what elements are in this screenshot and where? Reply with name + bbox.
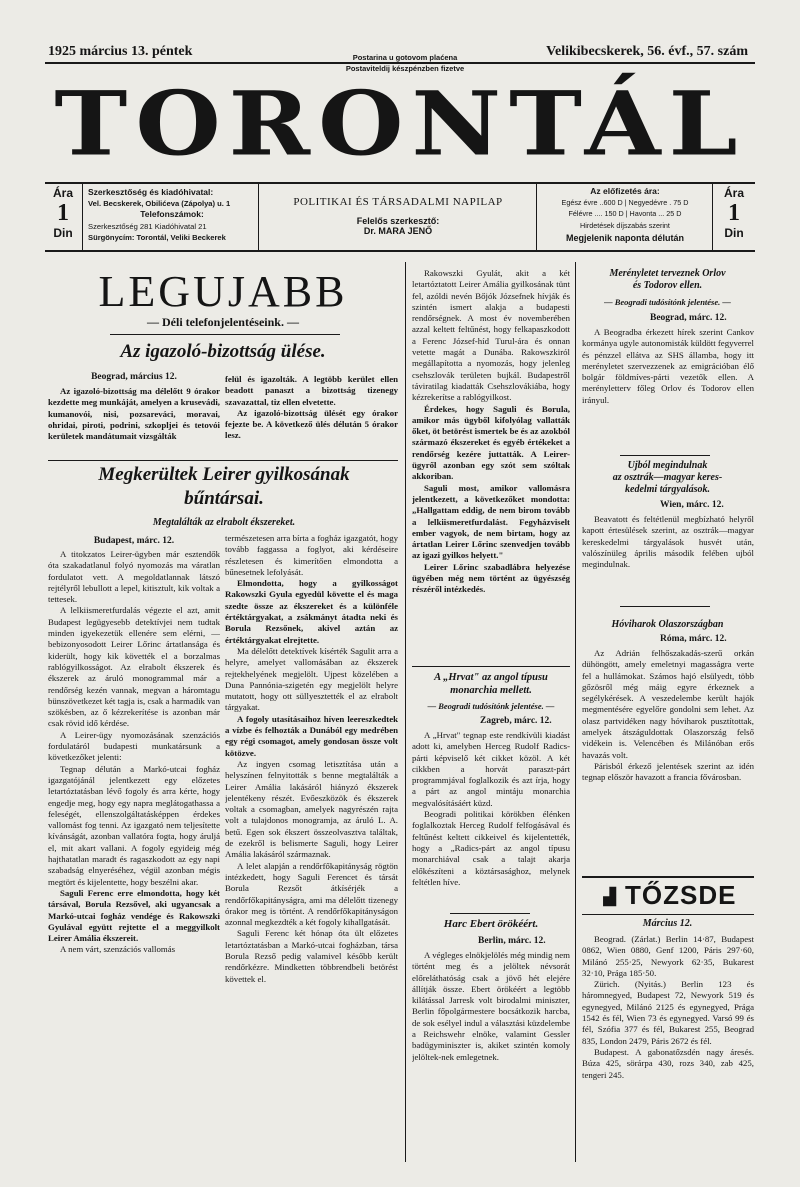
info-bar-bottom-rule bbox=[45, 250, 755, 252]
dateline-orlov: Beograd, márc. 12. bbox=[650, 313, 727, 323]
top-rule bbox=[45, 62, 755, 64]
dateline-tozsde: Március 12. bbox=[642, 918, 693, 929]
article-title-ebert: Harc Ebert örökéért. bbox=[443, 918, 539, 930]
postal-notice: Postarina u gotovom plaćena Postaviteldij készpénzben fizetve bbox=[345, 53, 465, 73]
dateline-hrvat: Zagreb, márc. 12. bbox=[480, 716, 552, 726]
dateline-osztrak: Wien, márc. 12. bbox=[660, 500, 724, 510]
dateline-ebert: Berlin, márc. 12. bbox=[478, 936, 546, 946]
info-bar-top-rule bbox=[45, 182, 755, 184]
article-hrvat-body: A „Hrvat" tegnap este rendkívüli kiadást adott ki, amelyben Herceg Rudolf Radics-párti képviselő két cikket közöl. A két cikkben a horvát paraszt-párt programmjával foglalkozik és azt írja, hogy a párt az angol mintáju monarchia megvalósításáért küzd. Beogradi politikai körökben élénken foglalkoztak Herceg Rudolf felfogásával és feltűnést keltett cikkeivel és kijelentették, hogy a „Radics-párt az angol típusu monarchiával csak a talajt akarja előkészíteni a köztársasághoz, melynek feltétlen híve. bbox=[412, 730, 570, 887]
divider bbox=[258, 184, 259, 250]
article-hoviharok-body: Az Adrián felhőszakadás-szerű orkán dühöngött, amely emeletnyi magasságra verte fel a hullámokat. Számos hajó elsülyedt, több gőzösről még máig egyre érkeznek a segélykérések. A veszedelembe került hajók megmentésére egyelőre gondolni sem lehet. Az olasz partvidéken nagy hóviharok pusztítottak, amelyek átszáguldottak Olaszország felső vidékein is. Velencében és Milánóban erős havazás volt. Párisból érkező jelentések szerint az idén tegnap először havazott a francia fővárosban. bbox=[582, 648, 754, 783]
subtitle-orlov: — Beogradi tudósítónk jelentése. — bbox=[604, 297, 731, 307]
separator bbox=[620, 455, 710, 456]
article-ebert-body: A végleges elnökjelölés még mindig nem történt meg és a jelöltek névsorát előreláthatóság csak a jövő hét elejére állítják össze. Ebert örökéért a legtöbb kilátással Jarresk volt birodalmi miniszter, Berlin főpolgármestere bocsátkozik harcba, de sok esélyel indul a választási küzdelembe a Reichswehr elnöke, valamint Gessler badügyminiszter is, akiket szintén komoly jelöltek-nek emlegetnek. bbox=[412, 950, 570, 1062]
article-title-hoviharok: Hóviharok Olaszországban bbox=[611, 619, 724, 630]
article-title-igazolo: Az igazoló-bizottság ülése. bbox=[120, 341, 326, 362]
divider bbox=[536, 184, 537, 250]
article-title-leirer-2: bűntársai. bbox=[184, 488, 264, 509]
chart-icon: ▟ bbox=[603, 889, 617, 907]
article-leirer-col1: A titokzatos Leirer-ügyben már esztendők óta szakadatlanul folyó nyomozás ma váratlan fordulatot vett. A megoldatlannak látszó rejtélyről lebullott a lepel, kitisztult, kik voltak a tettesek. A lelkiismeretfurdalás végezte el azt, amit Budapest legügyesebb detektívjei nem tudtak minden igyekezetük ellenére sem elérni, — bebizonyosodott Leirer Lőrinc ártatlansága és kiderült, hogy kik követték el a borzalmas rablógyilkosságot. Az elrabolt ékszerek és ékszerek az áruló monogrammal már a rendőrség kezén vannak, megvan a háromtagu bünszövetkezet két tagja is, csak a harmadik van szökésben, az ő kézrekerítése is azonban már csak rövid idő kérdése. A Leirer-ügy nyomozásának szenzációs fordulatáról budapesti munkatársunk a következőket jelenti: Tegnap délután a Markó-utcai fogház igazgatójánál jelentkezett egy előzetes letartóztatásban lévő fogoly és arra kérte, hogy engedje meg, hogy egy napra meglátogathassa a feleségét, ellenszolgáltatásképpen érdekes vallomást fog tenni. Az igazgató nem teljesítette kívánságát, azonban vallatóra fogta, hogy áruljá el, mit akart vallani. A fogoly egyideig még hajthatatlan maradt és ragaszkodott az egy napi szabadság elnyeréséhez, végül azonban mégis megtört és kijelentette, hogy beszélni akar. Saguli Ferenc erre elmondotta, hogy két társával, Borula Rezsővel, aki ugyancsak a Markó-utcai fogház vendége és Rakowszki Gyulával együtt rejtette el a meggyilkolt Leirer Amália ékszereit. A nem várt, szenzációs vallomás bbox=[48, 549, 220, 955]
article-tozsde-body: Beograd. (Zárlat.) Berlin 14·87, Budapest 0862, Wien 0880, Genf 1200, Páris 297·60, Milánó 255·25, Newyork 62·35, Bukarest 32·10, Prága 185·50. Zürich. (Nyitás.) Berlin 123 és háromnegyed, Budapest 72, Newyork 519 és egynegyed, Milánó 2125 és egynegyed, Prága 1542 és fél, Wien 73 és egynegyed. Varsó 99 és fél, Szófia 377 és fél, Bukarest 255, Beograd 835, London 2479, Páris 2672 és fél. Budapest. A gabonatőzsdén nagy áresés. Búza 425, sörárpa 430, rozs 340, zab 425, tengeri 245. bbox=[582, 934, 754, 1080]
article-igazolo-col1: Az igazoló-bizottság ma délelőtt 9 órakor kezdette meg munkáját, amelyen a krusevádi, kumanovói, nisi, pozsareváci, moravai, ohridai, piroti, podrini, szkopljei és tetovói kerületek mandátumait vizsgálták bbox=[48, 386, 220, 442]
article-title-tozsde: ▟ TŐZSDE bbox=[603, 880, 737, 910]
masthead-title: TORONTÁL bbox=[54, 72, 746, 177]
separator bbox=[412, 666, 570, 667]
separator bbox=[450, 913, 530, 914]
article-orlov-body: A Beogradba érkezett hírek szerint Cankov kormánya ugyle autonomisták küldött fegyverrel és pénzzel ellátva az SHS államba, hogy itt merényletet szervezzenek az emigrációban élő bolgár földmíves-párti vezetők ellen. A merényletterv főleg Orlov és Todorov ellen irányul. bbox=[582, 327, 754, 405]
section-title: LEGUJABB bbox=[98, 267, 348, 316]
divider bbox=[712, 184, 713, 250]
column-divider bbox=[575, 262, 576, 1162]
subscription-info: Az előfizetés ára: Egész évre ..600 D | Negyedévre . 75 D Félévre .... 150 D | Havonta ... 25 D Hirdetések díjszabás szerint Megjelenik naponta délután bbox=[561, 186, 689, 243]
article-igazolo-col2: felül és igazolták. A legtöbb kerület ellen beadott panaszt a bizottság tizenegy szavazattal, tiz ellen elvetette. Az igazoló-bizottság ülését egy órakor fejezte be. A következő ülés délután 5 órakor lesz. bbox=[225, 374, 398, 441]
dateline-igazolo: Beograd, március 12. bbox=[91, 372, 177, 382]
article-leirer-col3: Rakowszki Gyulát, akit a két letartóztatott Leirer Amália gyilkosának tünt fel, azóldi nevén Bőjók Józsefnek hívják és szintén ismert alakja a budapesti rendőrségnek. A most év novemberében azzal keltett feltűnést, hogy felkapaszkodott a Ferenc József-híd Turul-ára és onnan vetette magát a Dunába. Rakowszkiról megállapította a nyomozás, hogy jelenleg csehszlovák területen bujkál. Budapestről táviratilag kiadatták Csehszlovákiába, hogy kézrekerítse a rablógyilkost. Érdekes, hogy Saguli és Borula, amikor más ügyből kifolyólag vallatták őket, öt betörést ismertek be és az azokból származó ékszereket és egyéb értékeket a rendőrség kezére juttatták. A Leirer-ügyről azonban egy szót sem szóltak akkoriban. Saguli most, amikor vallomásra jelentkezett, a következőket mondotta: „Hallgattam eddig, de nem birom tovább a lelkiismeretfurdalást. Fegyházviselt ember vagyok, de nem birtam, hogy az ártatlan Leirer Lőrinc szenvedjen tovább az igazi gyilkos helyett." Leirer Lőrinc szabadlábra helyezése ügyében még nem történt az ügyészség részéről intézkedés. bbox=[412, 268, 570, 595]
price-left: Ára 1 Din bbox=[52, 186, 73, 240]
subtitle-hrvat: — Beogradi tudósítónk jelentése. — bbox=[427, 701, 555, 711]
article-title-hrvat: A „Hrvat" az angol típusu monarchia mellett. bbox=[434, 672, 548, 696]
divider bbox=[82, 184, 83, 250]
article-title-leirer: Megkerültek Leirer gyilkosának bbox=[98, 464, 350, 485]
issue-date: 1925 március 13. péntek bbox=[48, 44, 193, 59]
article-title-osztrak: Ujból megindulnak az osztrák—magyar keres- kedelmi tárgyalások. bbox=[612, 460, 723, 495]
article-subtitle-leirer: Megtalálták az elrabolt ékszereket. bbox=[152, 517, 296, 528]
paper-info: POLITIKAI ÉS TÁRSADALMI NAPILAP Felelős szerkesztő: Dr. MARA JENŐ bbox=[293, 196, 503, 236]
article-title-orlov: Merényletet terveznek Orlov és Todorov ellen. bbox=[609, 268, 726, 291]
city-issue-number: Velikibecskerek, 56. évf., 57. szám bbox=[546, 44, 748, 59]
separator bbox=[110, 334, 340, 335]
separator bbox=[582, 914, 754, 915]
price-right: Ára 1 Din bbox=[723, 186, 744, 240]
column-divider bbox=[405, 262, 406, 1162]
separator bbox=[620, 606, 710, 607]
section-subtitle: — Déli telefonjelentéseink. — bbox=[147, 315, 299, 329]
editorial-info: Szerkesztőség és kiadóhivatal: Vel. Becskerek, Obilićeva (Zápolya) u. 1 Telefonszámok: Szerkesztőség 281 Kiadóhivatal 21 Sürgönycím: Torontál, Veliki Beckerek bbox=[88, 187, 231, 242]
dateline-hoviharok: Róma, márc. 12. bbox=[660, 634, 727, 644]
separator bbox=[582, 876, 754, 878]
article-osztrak-body: Beavatott és feltétlenül megbízható helyről kapott értesülések szerint, az osztrák—magyar kereskedelmi tárgyalások husvét után, valószínüleg április második felében ujból megindulnak. bbox=[582, 514, 754, 570]
dateline-leirer: Budapest, márc. 12. bbox=[93, 536, 175, 546]
separator bbox=[48, 460, 398, 461]
article-leirer-col2: természetesen arra bírta a fogház igazgatót, hogy tovább faggassa a foglyot, aki kérdéseire részletesen és kimerítően elmondotta a bűnesetnek lefolyását. Elmondotta, hogy a gyilkosságot Rakowszki Gyula egyedül követte el és maga szedte össze az ékszereket és a különféle értéktárgyakat, a zsákmányt átadta neki és Borula Rezsőnek, akivel aztán az értéktárgyakat elrejtette. Ma délelőtt detektívek kísérték Sagulit arra a helyre, amelyet vallomásában az ékszerek rejtekhelyének megjelölt. Ujpest közelében a Duna Pannónia-szigetén egy megjelölt helyre mutatott, hogy ott süllyesztették el az elrabolt tárgyakat. A fogoly utasításaihoz híven leereszkedtek a vízbe és felhozták a Dunából egy medrében egy régi csomagot, amely gondosan össze volt kötözve. Az ingyen csomag letisztítása után a helyszínen felnyitották s benne megtalálták a Leirer Amália lakásáról hiányzó ékszerek jelentékeny részét. Evőeszközök és ékszerek voltak a csomagban, amelyek nagyrészén rajta volt a tulajdonos monogramja, az áruló L. A. betű. Egen sok ékszert összeolvasztva találtak, de ezekről is belismerte Saguli, hogy Leirer Amália lakásáról származnak. A lelet alapján a rendőrfőkapitányság rögtön intézkedett, hogy Saguli Ferencet és társát Borula Rezsőt átkísérjék a rendőrfőkapitányságra, ami ma délelőtt tizenegy órakor meg is történt. A rendőrfőkapitányságon azonnal megkezdték a két fogoly kihallgatását. Saguli Ferenc két hónap óta ült előzetes letartóztatásban a Markó-utcai fogházban, társa Borula Rezső pedig valamivel később került rendőrkézre. Mindketten többrendbeli betörést követtek el. bbox=[225, 533, 398, 984]
